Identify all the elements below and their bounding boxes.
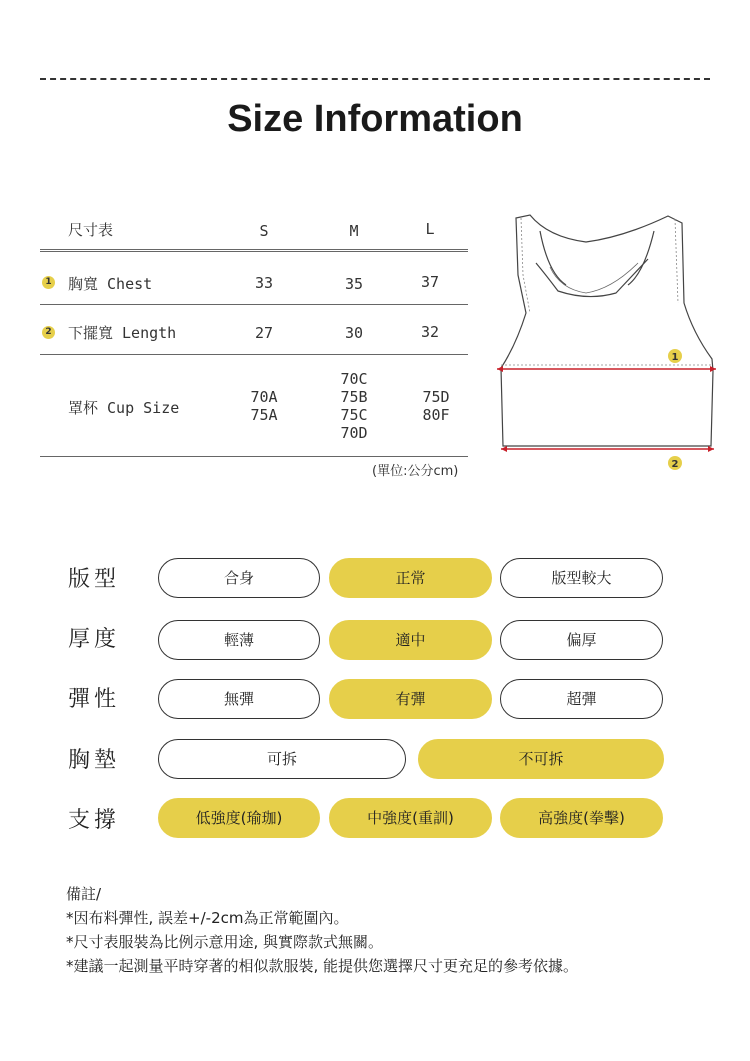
size-header-s: S [259, 222, 269, 240]
dashed-divider [40, 78, 710, 80]
fit-option-loose: 版型較大 [500, 558, 663, 598]
attr-label-support: 支撐 [68, 808, 121, 833]
size-header-l: L [425, 220, 435, 238]
elasticity-option-none: 無彈 [158, 679, 320, 719]
chest-diagram-badge: 1 [671, 352, 679, 363]
support-option-low: 低強度(瑜珈) [158, 798, 320, 838]
row-label-chest: 胸寬 Chest [68, 275, 153, 293]
table-header-rule [40, 249, 468, 252]
length-badge: 2 [42, 326, 55, 339]
thickness-option-thin: 輕薄 [158, 620, 320, 660]
length-diagram-badge: 2 [671, 459, 679, 470]
elasticity-option-super: 超彈 [500, 679, 663, 719]
fit-option-regular: 正常 [329, 558, 492, 598]
thickness-option-medium: 適中 [329, 620, 492, 660]
cell-length-s: 27 [254, 324, 274, 342]
row-rule [40, 354, 468, 355]
sports-bra-outline [501, 215, 713, 446]
cell-length-m: 30 [344, 324, 364, 342]
cell-cup-s: 70A 75A [250, 388, 278, 424]
support-option-medium: 中強度(重訓) [329, 798, 492, 838]
thickness-option-thick: 偏厚 [500, 620, 663, 660]
pad-option-fixed: 不可拆 [418, 739, 664, 779]
attr-label-thickness: 厚度 [68, 627, 121, 652]
row-label-cup: 罩杯 Cup Size [68, 399, 180, 417]
cell-chest-s: 33 [254, 274, 274, 292]
cell-cup-l: 75D 80F [422, 388, 450, 424]
fit-option-slim: 合身 [158, 558, 320, 598]
attr-label-pad: 胸墊 [68, 748, 121, 773]
attr-label-fit: 版型 [68, 567, 121, 592]
cell-cup-m: 70C 75B 75C 70D [340, 370, 368, 442]
cell-chest-m: 35 [344, 275, 364, 293]
unit-note: (單位:公分cm) [372, 464, 459, 479]
length-measure-line [501, 446, 714, 452]
pad-option-removable: 可拆 [158, 739, 406, 779]
cell-length-l: 32 [420, 323, 440, 341]
cell-chest-l: 37 [420, 273, 440, 291]
table-header-label: 尺寸表 [68, 221, 114, 239]
size-header-m: M [349, 222, 359, 240]
note-line: *建議一起測量平時穿著的相似款服裝, 能提供您選擇尺寸更充足的參考依據。 [66, 957, 579, 975]
chest-measure-line [497, 366, 716, 372]
notes [66, 882, 578, 978]
notes-heading: 備註/ [66, 885, 102, 903]
row-rule [40, 456, 468, 457]
racerback-strap-left [540, 231, 566, 285]
page-title: Size Information [227, 98, 523, 140]
support-option-high: 高強度(拳擊) [500, 798, 663, 838]
attr-label-elasticity: 彈性 [68, 687, 121, 712]
note-line: *尺寸表服裝為比例示意用途, 與實際款式無關。 [66, 933, 384, 951]
chest-badge: 1 [42, 276, 55, 289]
row-rule [40, 304, 468, 305]
row-label-length: 下擺寬 Length [68, 324, 177, 342]
garment-diagram [488, 205, 728, 475]
elasticity-option-stretch: 有彈 [329, 679, 492, 719]
note-line: *因布料彈性, 誤差+/-2cm為正常範圍內。 [66, 909, 349, 927]
